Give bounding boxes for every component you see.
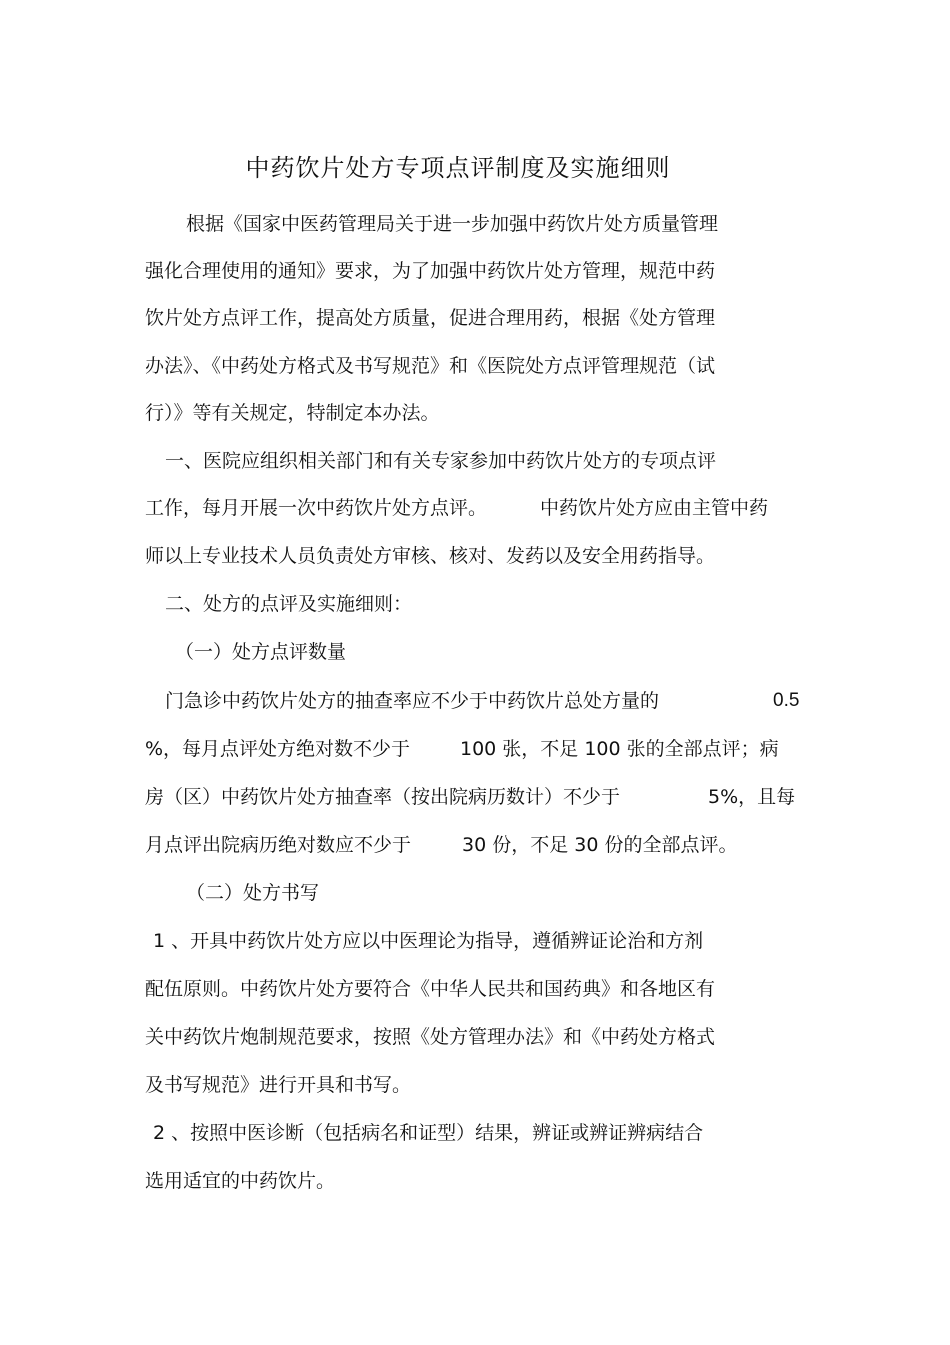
paragraph-line: 根据《国家中医药管理局关于进一步加强中药饮片处方质量管理	[186, 213, 719, 235]
subsection-heading: （一）处方点评数量	[175, 641, 347, 663]
paragraph-line: 饮片处方点评工作，提高处方质量，促进合理用药，根据《处方管理	[145, 307, 716, 329]
document-title: 中药饮片处方专项点评制度及实施细则	[245, 154, 671, 182]
paragraph-line: 强化合理使用的通知》要求，为了加强中药饮片处方管理，规范中药	[145, 260, 716, 282]
paragraph-value: 0.5	[773, 690, 800, 711]
paragraph-line: 行）》等有关规定，特制定本办法。	[145, 402, 440, 424]
paragraph-line: 中药饮片处方应由主管中药	[540, 497, 769, 519]
paragraph-line: 100 张，不足 100 张的全部点评；病	[460, 738, 779, 760]
paragraph-line: 工作，每月开展一次中药饮片处方点评。	[145, 497, 488, 519]
paragraph-line: 房（区）中药饮片处方抽查率（按出院病历数计）不少于	[145, 786, 621, 808]
paragraph-line: 5%，且每	[708, 786, 796, 808]
paragraph-line: 30 份，不足 30 份的全部点评。	[462, 834, 738, 856]
paragraph-line: 及书写规范》进行开具和书写。	[145, 1074, 412, 1096]
paragraph-line: 配伍原则。中药饮片处方要符合《中华人民共和国药典》和各地区有	[145, 978, 716, 1000]
section-heading: 二、处方的点评及实施细则：	[165, 593, 413, 615]
paragraph-line: 1 、开具中药饮片处方应以中医理论为指导，遵循辨证论治和方剂	[153, 930, 704, 952]
paragraph-line: 关中药饮片炮制规范要求，按照《处方管理办法》和《中药处方格式	[145, 1026, 716, 1048]
paragraph-line: 门急诊中药饮片处方的抽查率应不少于中药饮片总处方量的	[165, 690, 660, 712]
paragraph-line: 师以上专业技术人员负责处方审核、核对、发药以及安全用药指导。	[145, 545, 716, 567]
paragraph-line: 一、医院应组织相关部门和有关专家参加中药饮片处方的专项点评	[165, 450, 717, 472]
subsection-heading: （二）处方书写	[186, 882, 320, 904]
paragraph-line: 月点评出院病历绝对数应不少于	[145, 834, 412, 856]
paragraph-line: 选用适宜的中药饮片。	[145, 1170, 336, 1192]
paragraph-line: %，每月点评处方绝对数不少于	[145, 738, 411, 760]
paragraph-line: 2 、按照中医诊断（包括病名和证型）结果，辨证或辨证辨病结合	[153, 1122, 704, 1144]
paragraph-line: 办法》、《中药处方格式及书写规范》和《医院处方点评管理规范（试	[145, 355, 716, 377]
